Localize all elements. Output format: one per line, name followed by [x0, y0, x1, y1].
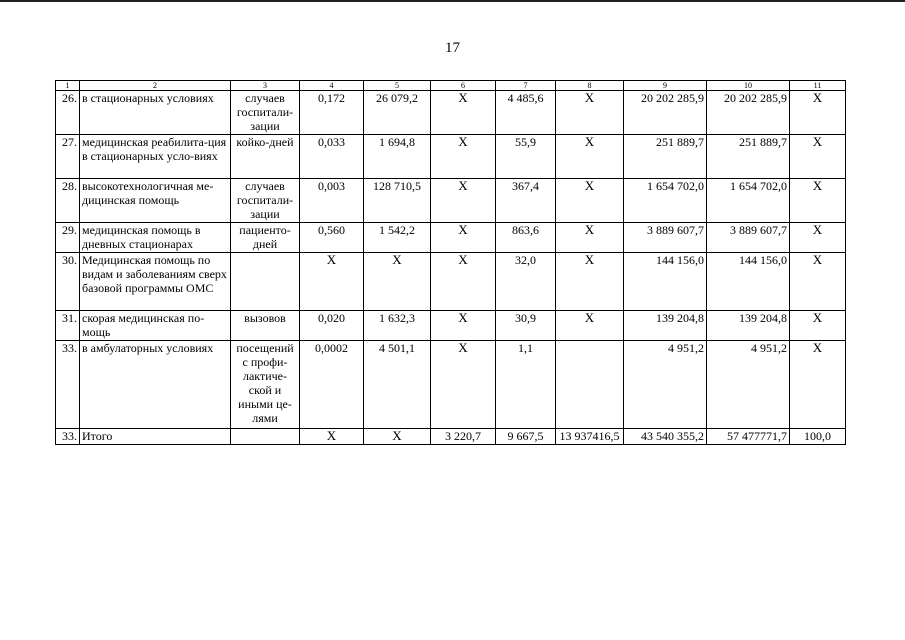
table-row: [56, 223, 846, 253]
data-table: [55, 80, 846, 445]
row-number: 30.: [56, 253, 80, 311]
cell-col8: X: [556, 311, 624, 341]
row-unit: койко-дней: [231, 135, 300, 179]
row-unit: случаев госпитали-зации: [231, 91, 300, 135]
cell-col9: 4 951,2: [624, 341, 707, 429]
cell-col7: 55,9: [496, 135, 556, 179]
row-name: Медицинская помощь по видам и заболеваниям сверх базовой программы ОМС: [80, 253, 231, 311]
cell-col10: 3 889 607,7: [707, 223, 790, 253]
cell-col6: 3 220,7: [431, 429, 496, 445]
cell-col8: X: [556, 135, 624, 179]
row-unit: пациенто-дней: [231, 223, 300, 253]
cell-col6: X: [431, 341, 496, 429]
cell-col5: 1 694,8: [364, 135, 431, 179]
cell-col11: X: [790, 253, 846, 311]
cell-col11: X: [790, 311, 846, 341]
row-number: 26.: [56, 91, 80, 135]
row-unit: [231, 429, 300, 445]
cell-col10: 251 889,7: [707, 135, 790, 179]
table-row: [56, 135, 846, 179]
table-row: [56, 253, 846, 311]
table-body: [56, 81, 846, 445]
cell-col10: 57 477771,7: [707, 429, 790, 445]
cell-col8: X: [556, 253, 624, 311]
column-number: 4: [300, 81, 364, 91]
cell-col7: 4 485,6: [496, 91, 556, 135]
cell-col9: 139 204,8: [624, 311, 707, 341]
column-number: 2: [80, 81, 231, 91]
cell-col11: X: [790, 341, 846, 429]
cell-col4: 0,033: [300, 135, 364, 179]
row-unit: посещений с профи-лактиче-ской и иными це-лями: [231, 341, 300, 429]
row-name: Итого: [80, 429, 231, 445]
cell-col9: 43 540 355,2: [624, 429, 707, 445]
cell-col10: 144 156,0: [707, 253, 790, 311]
cell-col8: X: [556, 223, 624, 253]
row-unit: [231, 253, 300, 311]
row-number: 31.: [56, 311, 80, 341]
row-name: в стационарных условиях: [80, 91, 231, 135]
row-number: 29.: [56, 223, 80, 253]
column-number: 6: [431, 81, 496, 91]
table-row-total: [56, 429, 846, 445]
cell-col7: 863,6: [496, 223, 556, 253]
cell-col9: 20 202 285,9: [624, 91, 707, 135]
table-row: [56, 179, 846, 223]
row-number: 33.: [56, 341, 80, 429]
column-number: 10: [707, 81, 790, 91]
column-number: 5: [364, 81, 431, 91]
cell-col8: X: [556, 91, 624, 135]
page-number: 17: [445, 40, 460, 56]
page-top-rule: [0, 0, 905, 2]
row-name: медицинская реабилита-ция в стационарных усло-виях: [80, 135, 231, 179]
row-number: 33.: [56, 429, 80, 445]
cell-col6: X: [431, 91, 496, 135]
cell-col6: X: [431, 253, 496, 311]
cell-col5: 128 710,5: [364, 179, 431, 223]
cell-col7: 9 667,5: [496, 429, 556, 445]
cell-col7: 30,9: [496, 311, 556, 341]
cell-col4: X: [300, 429, 364, 445]
cell-col5: 1 542,2: [364, 223, 431, 253]
cell-col4: 0,020: [300, 311, 364, 341]
row-name: высокотехнологичная ме-дицинская помощь: [80, 179, 231, 223]
cell-col10: 139 204,8: [707, 311, 790, 341]
cell-col6: X: [431, 135, 496, 179]
table-row: [56, 341, 846, 429]
column-number: 9: [624, 81, 707, 91]
cell-col4: 0,0002: [300, 341, 364, 429]
cell-col11: X: [790, 135, 846, 179]
column-number-row: [56, 81, 846, 91]
table-row: [56, 311, 846, 341]
cell-col7: 367,4: [496, 179, 556, 223]
cell-col5: 26 079,2: [364, 91, 431, 135]
cell-col11: 100,0: [790, 429, 846, 445]
cell-col11: X: [790, 179, 846, 223]
row-name: скорая медицинская по-мощь: [80, 311, 231, 341]
row-unit: случаев госпитали-зации: [231, 179, 300, 223]
cell-col10: 4 951,2: [707, 341, 790, 429]
cell-col9: 251 889,7: [624, 135, 707, 179]
cell-col4: 0,172: [300, 91, 364, 135]
cell-col5: X: [364, 253, 431, 311]
column-number: 8: [556, 81, 624, 91]
cell-col4: 0,003: [300, 179, 364, 223]
cell-col11: X: [790, 91, 846, 135]
column-number: 1: [56, 81, 80, 91]
cell-col10: 20 202 285,9: [707, 91, 790, 135]
cell-col8: X: [556, 179, 624, 223]
cell-col5: X: [364, 429, 431, 445]
column-number: 3: [231, 81, 300, 91]
column-number: 11: [790, 81, 846, 91]
cell-col10: 1 654 702,0: [707, 179, 790, 223]
table-row: [56, 91, 846, 135]
cell-col9: 1 654 702,0: [624, 179, 707, 223]
cell-col7: 32,0: [496, 253, 556, 311]
cell-col4: 0,560: [300, 223, 364, 253]
cell-col8: [556, 341, 624, 429]
cell-col8: 13 937416,5: [556, 429, 624, 445]
cell-col4: X: [300, 253, 364, 311]
cell-col6: X: [431, 311, 496, 341]
cell-col6: X: [431, 223, 496, 253]
cell-col5: 4 501,1: [364, 341, 431, 429]
cell-col7: 1,1: [496, 341, 556, 429]
cell-col6: X: [431, 179, 496, 223]
column-number: 7: [496, 81, 556, 91]
cell-col9: 144 156,0: [624, 253, 707, 311]
cell-col9: 3 889 607,7: [624, 223, 707, 253]
cell-col11: X: [790, 223, 846, 253]
row-unit: вызовов: [231, 311, 300, 341]
row-name: медицинская помощь в дневных стационарах: [80, 223, 231, 253]
cell-col5: 1 632,3: [364, 311, 431, 341]
row-number: 27.: [56, 135, 80, 179]
row-number: 28.: [56, 179, 80, 223]
row-name: в амбулаторных условиях: [80, 341, 231, 429]
